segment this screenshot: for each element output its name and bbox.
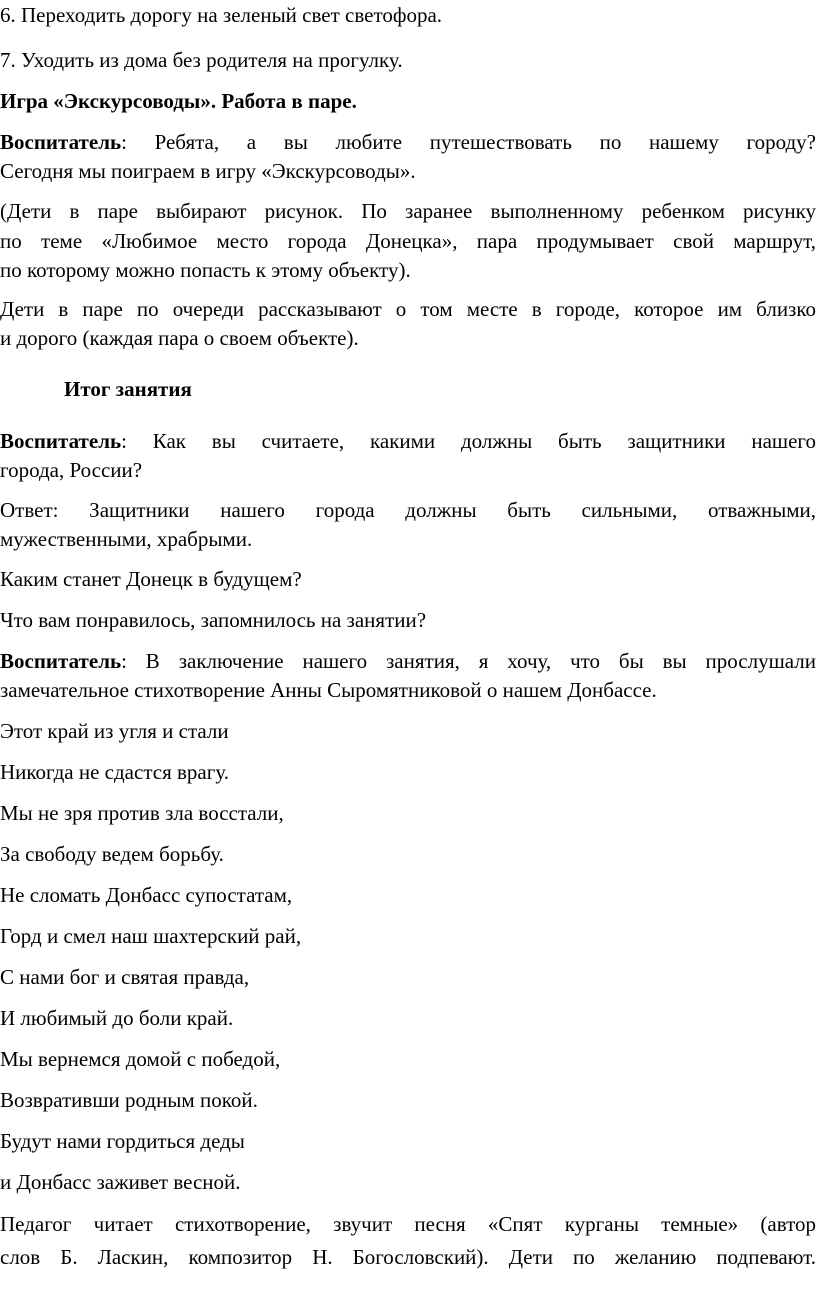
closing-line-1: Педагог читает стихотворение, звучит песня «Спят курганы темные» (автор: [0, 1212, 816, 1236]
speaker-text: : В заключение нашего занятия, я хочу, что бы вы прослушали: [121, 649, 816, 673]
summary-answer-line-2: мужественными, храбрыми.: [0, 527, 253, 551]
game-intro-line-2: Сегодня мы поиграем в игру «Экскурсоводы».: [0, 159, 416, 183]
game-note-line-3: по которому можно попасть к этому объекту).: [0, 258, 411, 282]
game-note-line-1: (Дети в паре выбирают рисунок. По заранее выполненному ребенком рисунку: [0, 199, 816, 223]
game-note-line-2: по теме «Любимое место города Донецка», пара продумывает свой маршрут,: [0, 229, 816, 253]
poem-line: Этот край из угля и стали: [0, 719, 229, 743]
speaker-label: Воспитатель: [0, 429, 122, 453]
summary-answer-line-1: Ответ: Защитники нашего города должны быть сильными, отважными,: [0, 498, 816, 522]
list-item-7: 7. Уходить из дома без родителя на прогулку.: [0, 48, 403, 72]
summary-question-line-1: [0, 426, 816, 456]
game-intro-line-1: [0, 127, 816, 157]
poem-line: С нами бог и святая правда,: [0, 965, 250, 989]
poem-line: За свободу ведем борьбу.: [0, 842, 224, 866]
closing-line-2: слов Б. Ласкин, композитор Н. Богословский). Дети по желанию подпевают.: [0, 1245, 816, 1269]
game-story-line-2: и дорого (каждая пара о своем объекте).: [0, 326, 359, 350]
summary-end-line-2: замечательное стихотворение Анны Сыромятниковой о нашем Донбассе.: [0, 678, 657, 702]
speaker-label: Воспитатель: [0, 130, 122, 154]
poem-line: Будут нами гордиться деды: [0, 1129, 245, 1153]
poem-line: Мы не зря против зла восстали,: [0, 801, 284, 825]
summary-heading: Итог занятия: [64, 377, 192, 401]
speaker-label: Воспитатель: [0, 649, 122, 673]
poem-line: и Донбасс заживет весной.: [0, 1170, 241, 1194]
poem-line: Никогда не сдастся врагу.: [0, 760, 229, 784]
speaker-text: : Как вы считаете, какими должны быть защитники нашего: [121, 429, 816, 453]
poem-line: Мы вернемся домой с победой,: [0, 1047, 281, 1071]
game-heading: Игра «Экскурсоводы». Работа в паре.: [0, 89, 357, 113]
list-item-6: 6. Переходить дорогу на зеленый свет светофора.: [0, 3, 443, 27]
summary-question-line-2: города, России?: [0, 458, 143, 482]
poem-line: Возвративши родным покой.: [0, 1088, 258, 1112]
speaker-text: : Ребята, а вы любите путешествовать по нашему городу?: [121, 130, 816, 154]
summary-question-3: Каким станет Донецк в будущем?: [0, 567, 302, 591]
poem-line: Горд и смел наш шахтерский рай,: [0, 924, 302, 948]
game-story-line-1: Дети в паре по очереди рассказывают о том месте в городе, которое им близко: [0, 297, 816, 321]
summary-end-line-1: [0, 646, 816, 676]
summary-question-4: Что вам понравилось, запомнилось на занятии?: [0, 608, 427, 632]
poem-line: Не сломать Донбасс супостатам,: [0, 883, 293, 907]
poem-line: И любимый до боли край.: [0, 1006, 234, 1030]
